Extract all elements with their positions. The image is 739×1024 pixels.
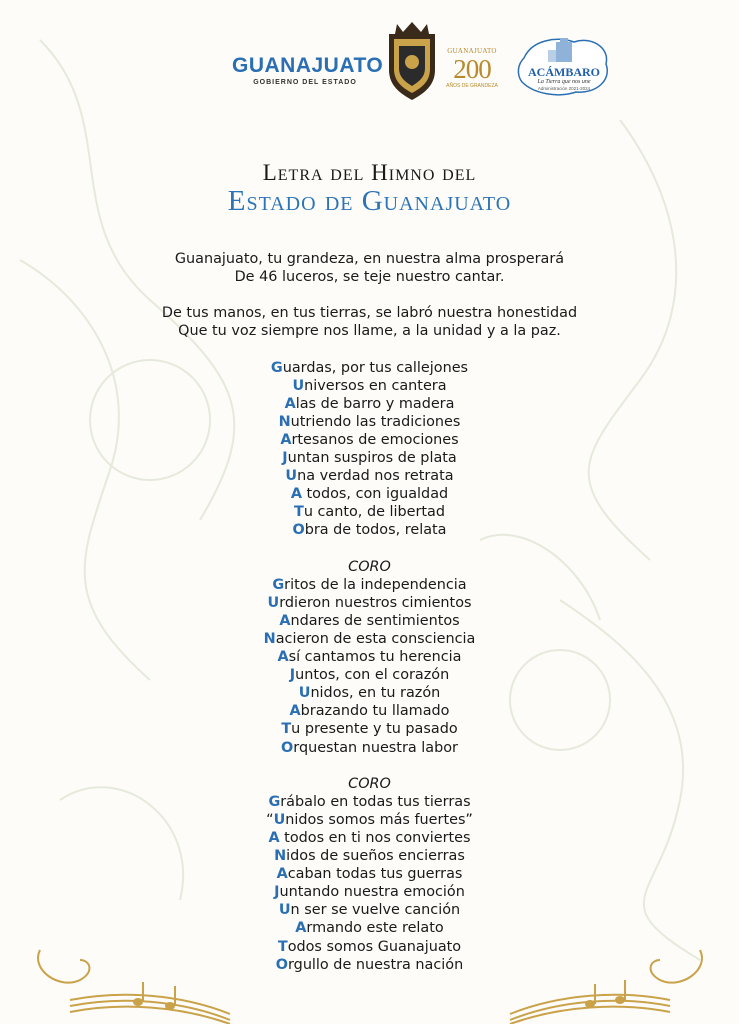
intro-line: Guanajuato, tu grandeza, en nuestra alma prosperará: [174, 251, 565, 267]
gobierno-guanajuato-logo: [232, 54, 384, 86]
acrostic-initial: U: [267, 594, 280, 611]
acrostic-initial: A: [276, 866, 288, 883]
acrostic-rest: ndares de sentimientos: [290, 612, 460, 629]
gto-logo-wordmark: GUANAJUATO: [232, 54, 384, 77]
acrostic-initial: O: [275, 956, 289, 973]
acrostic-initial: T: [293, 504, 304, 521]
acrostic-initial: T: [277, 938, 288, 955]
acrostic-initial: G: [268, 793, 281, 810]
acrostic-line: [0, 630, 739, 648]
acrostic-initial: A: [277, 649, 289, 666]
acrostic-initial: N: [274, 848, 287, 865]
acrostic-line: [0, 684, 739, 702]
acrostic-line: [0, 377, 739, 395]
acrostic-rest: uardas, por tus callejones: [282, 359, 469, 376]
acrostic-line: [0, 485, 739, 503]
bicentenario-number: 200: [453, 54, 491, 84]
acrostic-line: [0, 359, 739, 377]
acrostic-rest: brazando tu llamado: [300, 703, 450, 720]
acrostic-line: [0, 413, 739, 431]
acambaro-admin: Administración 2021-2024: [537, 86, 591, 91]
line-prefix: “: [266, 811, 274, 828]
bicentenario-bottom: AÑOS DE GRANDEZA: [446, 83, 498, 89]
acrostic-initial: U: [292, 377, 305, 394]
coat-of-arms-icon: [383, 20, 441, 102]
acrostic-initial: T: [281, 721, 292, 738]
acrostic-rest: untos, con el corazón: [295, 667, 450, 684]
acrostic-rest: rtesanos de emociones: [291, 431, 459, 448]
acrostic-line: [0, 521, 739, 539]
acrostic-initial: A: [290, 486, 302, 503]
acrostic-line: [0, 811, 739, 829]
acrostic-initial: A: [289, 703, 301, 720]
acrostic-line: [0, 793, 739, 811]
acrostic-rest: rmando este relato: [306, 920, 444, 937]
acambaro-name: ACÁMBARO: [528, 65, 600, 79]
acrostic-initial: J: [274, 884, 280, 901]
acrostic-rest: u canto, de libertad: [303, 504, 446, 521]
acrostic-initial: O: [281, 739, 294, 756]
acrostic-rest: las de barro y madera: [295, 395, 455, 412]
acrostic-initial: A: [284, 395, 296, 412]
acrostic-line: [0, 739, 739, 757]
acrostic-rest: niversos en cantera: [304, 377, 447, 394]
acrostic-rest: idos de sueños encierras: [286, 848, 465, 865]
acrostic-rest: rdieron nuestros cimientos: [279, 594, 472, 611]
acrostic-rest: caban todas tus guerras: [287, 866, 463, 883]
acrostic-initial: O: [292, 522, 305, 539]
coro-label: CORO: [348, 775, 391, 792]
acrostic-line: [0, 503, 739, 521]
gto-logo-subtitle: GOBIERNO DEL ESTADO: [253, 79, 357, 86]
acrostic-line: [0, 829, 739, 847]
acrostic-line: [0, 449, 739, 467]
acrostic-initial: U: [285, 468, 298, 485]
acrostic-line: [0, 395, 739, 413]
acrostic-line: [0, 847, 739, 865]
acrostic-rest: rábalo en todas tus tierras: [280, 793, 471, 810]
acrostic-initial: N: [263, 630, 276, 647]
acrostic-line: [0, 594, 739, 612]
acrostic-rest: n ser se vuelve canción: [290, 902, 461, 919]
acrostic-initial: A: [279, 612, 291, 629]
bicentenario-logo: [444, 47, 500, 89]
acrostic-initial: A: [295, 920, 307, 937]
acrostic-line: [0, 431, 739, 449]
acrostic-initial: A: [268, 830, 280, 846]
acrostic-initial: A: [280, 431, 292, 448]
acrostic-rest: acieron de esta consciencia: [275, 630, 476, 647]
acrostic-rest: odos somos Guanajuato: [287, 938, 462, 955]
acrostic-rest: bra de todos, relata: [304, 522, 447, 539]
acrostic-line: [0, 702, 739, 720]
acrostic-rest: u presente y tu pasado: [291, 721, 458, 738]
coro-label: CORO: [348, 558, 391, 575]
acrostic-line: [0, 467, 739, 485]
acrostic-initial: J: [282, 450, 288, 467]
acrostic-rest: utriendo las tradiciones: [290, 413, 461, 430]
acambaro-logo: [514, 34, 614, 98]
acrostic-rest: sí cantamos tu herencia: [288, 649, 462, 666]
acambaro-tagline: La Tierra que nos une: [537, 79, 591, 85]
acrostic-line: [0, 883, 739, 901]
acrostic-initial: J: [289, 667, 296, 684]
acrostic-rest: todos en ti nos conviertes: [279, 830, 471, 846]
acrostic-initial: U: [298, 685, 311, 702]
title-line-1: Letra del Himno del: [262, 160, 477, 185]
acrostic-rest: rquestan nuestra labor: [293, 739, 458, 756]
acrostic-line: [0, 720, 739, 738]
acrostic-line: [0, 648, 739, 666]
acrostic-rest: untan suspiros de plata: [287, 450, 457, 467]
intro-line: De 46 luceros, se teje nuestro cantar.: [234, 269, 505, 286]
bicentenario-top: GUANAJUATO: [447, 47, 497, 55]
acrostic-initial: N: [278, 413, 291, 430]
hymn-lyrics: [0, 250, 739, 974]
music-notes-decoration: [0, 920, 739, 1024]
stanza-1: [0, 359, 739, 540]
title-line-2: Estado de Guanajuato: [227, 185, 512, 217]
acrostic-initial: U: [273, 811, 286, 828]
acrostic-rest: ritos de la independencia: [284, 576, 467, 593]
verse-line: Que tu voz siempre nos llame, a la unidad y a la paz.: [178, 323, 561, 340]
acrostic-rest: todos, con igualdad: [301, 486, 449, 503]
verse-line: De tus manos, en tus tierras, se labró nuestra honestidad: [161, 305, 578, 322]
acrostic-rest: rgullo de nuestra nación: [288, 956, 464, 973]
acrostic-rest: na verdad nos retrata: [297, 468, 454, 485]
acrostic-line: [0, 901, 739, 919]
acrostic-initial: U: [278, 902, 291, 919]
acrostic-initial: G: [270, 359, 283, 376]
stanza-2: [0, 576, 739, 757]
acrostic-rest: untando nuestra emoción: [279, 884, 465, 901]
acrostic-line: [0, 666, 739, 684]
acrostic-line: [0, 865, 739, 883]
acrostic-line: [0, 576, 739, 594]
acrostic-line: [0, 612, 739, 630]
acrostic-rest: nidos somos más fuertes”: [285, 811, 473, 828]
acrostic-rest: nidos, en tu razón: [310, 685, 441, 702]
acrostic-initial: G: [272, 576, 285, 593]
